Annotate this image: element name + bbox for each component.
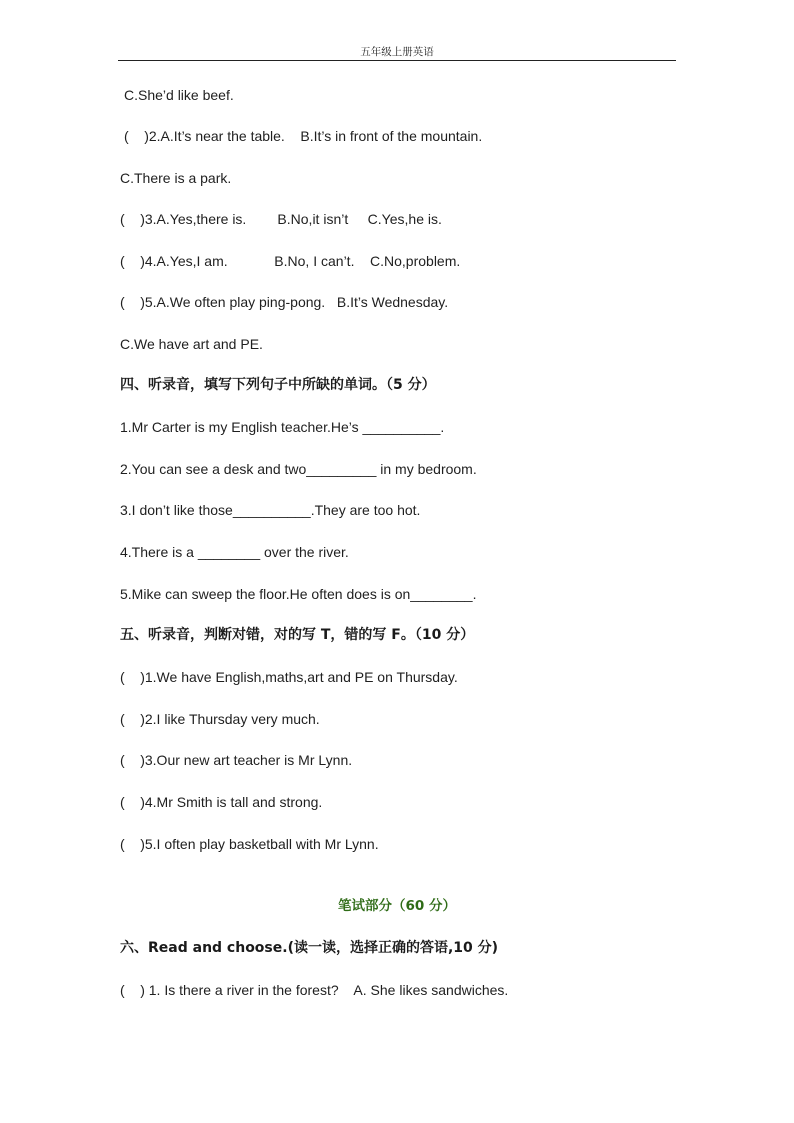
answer-option-line: C.She’d like beef. (124, 87, 234, 103)
question-line: ( )4.A.Yes,I am. B.No, I can’t. C.No,problem. (120, 253, 461, 269)
answer-option-line: C.There is a park. (120, 170, 232, 186)
section-heading-six: 六、Read and choose.(读一读，选择正确的答语,10 分) (120, 940, 499, 956)
fill-blank-line: 5.Mike can sweep the floor.He often does is on________. (120, 586, 477, 602)
question-line: ( )5.A.We often play ping-pong. B.It’s Wednesday. (120, 294, 449, 310)
true-false-line: ( )5.I often play basketball with Mr Lynn. (120, 836, 379, 852)
answer-option-line: C.We have art and PE. (120, 336, 263, 352)
true-false-line: ( )4.Mr Smith is tall and strong. (120, 794, 323, 810)
section-heading-five: 五、听录音，判断对错，对的写 T，错的写 F。（10 分） (120, 627, 475, 643)
fill-blank-line: 4.There is a ________ over the river. (120, 544, 349, 560)
question-line: ( ) 1. Is there a river in the forest? A. She likes sandwiches. (120, 982, 509, 998)
fill-blank-line: 3.I don’t like those__________.They are too hot. (120, 502, 421, 518)
true-false-line: ( )3.Our new art teacher is Mr Lynn. (120, 752, 353, 768)
true-false-line: ( )1.We have English,maths,art and PE on Thursday. (120, 669, 458, 685)
fill-blank-line: 2.You can see a desk and two_________ in my bedroom. (120, 461, 477, 477)
true-false-line: ( )2.I like Thursday very much. (120, 711, 320, 727)
section-heading-four: 四、听录音，填写下列句子中所缺的单词。（5 分） (120, 377, 436, 393)
question-line: ( )3.A.Yes,there is. B.No,it isn’t C.Yes,he is. (120, 211, 442, 227)
page-header: 五年级上册英语 (360, 46, 434, 58)
fill-blank-line: 1.Mr Carter is my English teacher.He’s __________. (120, 419, 445, 435)
question-line: ( )2.A.It’s near the table. B.It’s in front of the mountain. (124, 128, 483, 144)
header-rule (118, 60, 676, 61)
written-part-heading: 笔试部分（60 分） (338, 898, 456, 914)
